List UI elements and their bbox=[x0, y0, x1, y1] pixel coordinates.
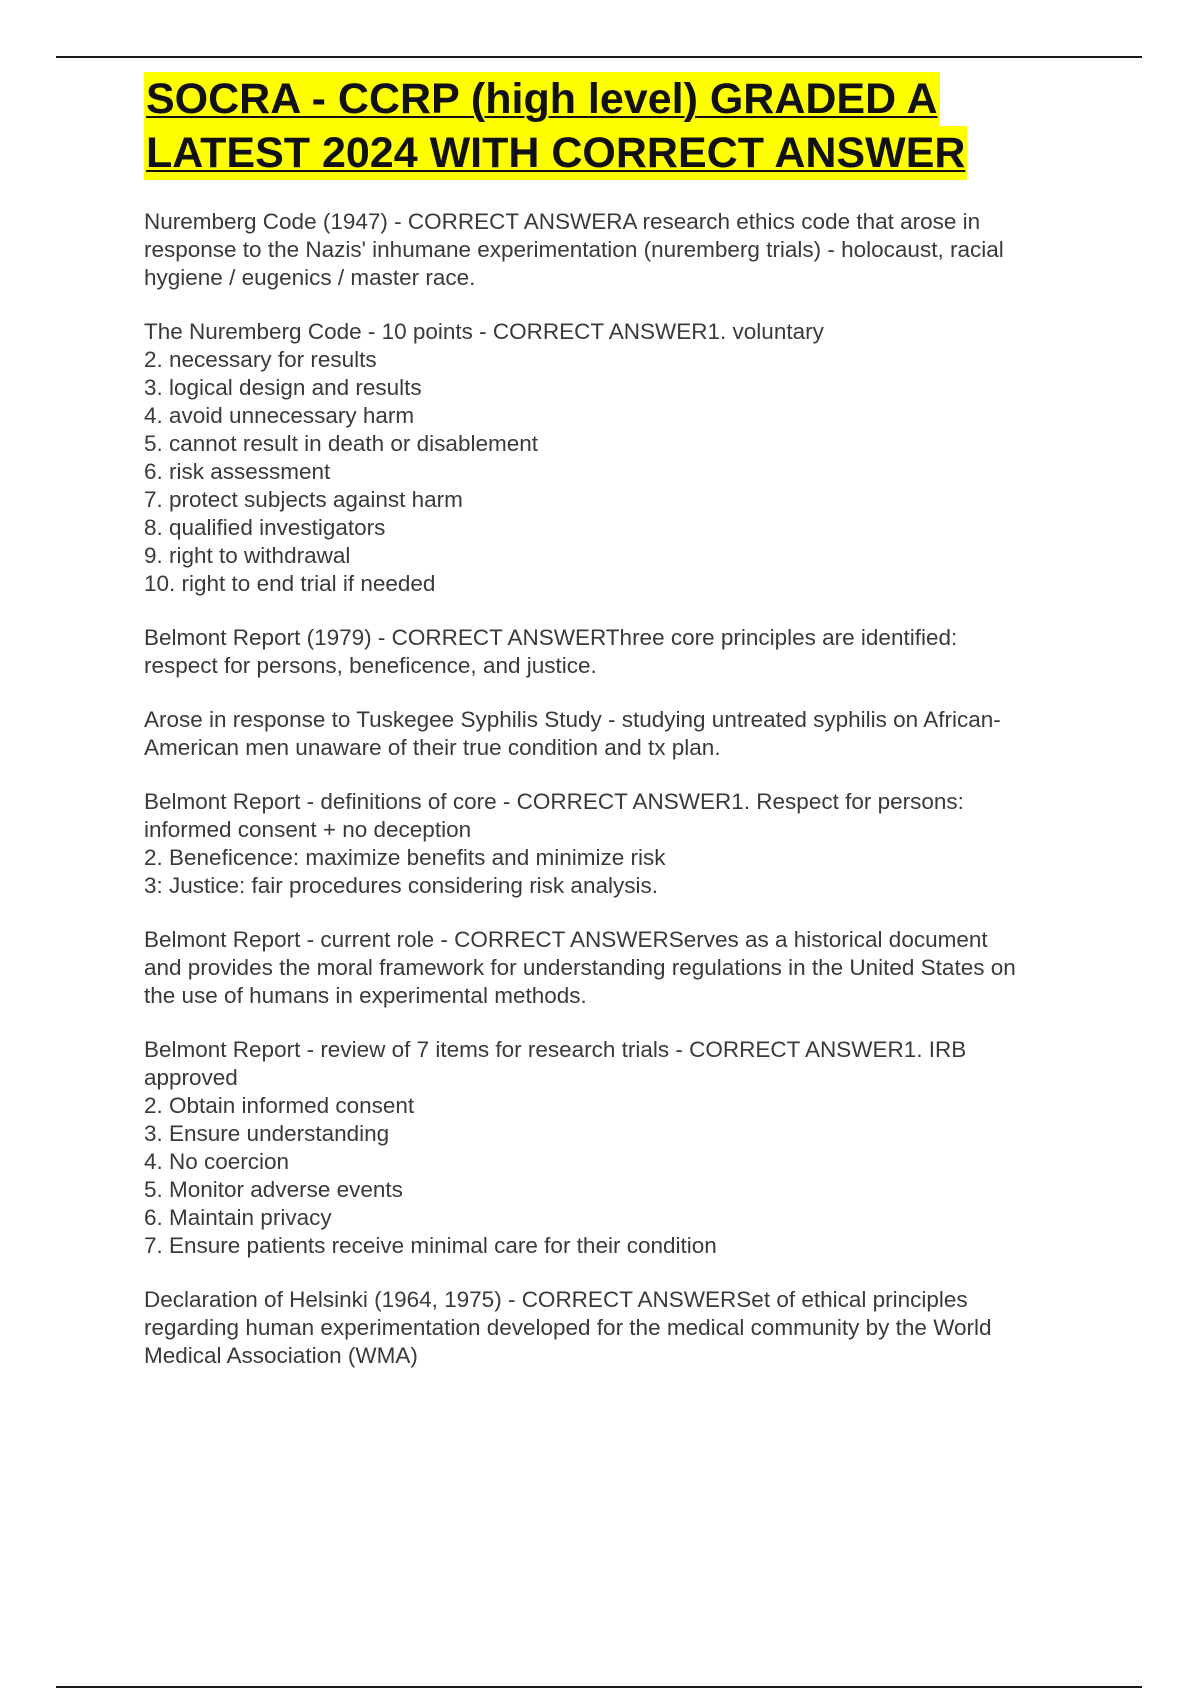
title-line-1: SOCRA - CCRP (high level) GRADED A bbox=[144, 72, 940, 126]
document-body bbox=[144, 208, 1094, 1396]
entry-line: Declaration of Helsinki (1964, 1975) - CORRECT ANSWERSet of ethical principles bbox=[144, 1287, 968, 1312]
entry-line: Belmont Report - review of 7 items for research trials - CORRECT ANSWER1. IRB bbox=[144, 1037, 967, 1062]
document-title bbox=[144, 72, 1084, 180]
qa-entry bbox=[144, 624, 1094, 680]
qa-entry bbox=[144, 788, 1094, 900]
entry-line: 3: Justice: fair procedures considering risk analysis. bbox=[144, 873, 658, 898]
entry-line: 5. Monitor adverse events bbox=[144, 1177, 403, 1202]
qa-entry bbox=[144, 926, 1094, 1010]
qa-entry bbox=[144, 1286, 1094, 1370]
entry-line: 3. logical design and results bbox=[144, 375, 422, 400]
entry-line: 2. necessary for results bbox=[144, 347, 377, 372]
entry-line: regarding human experimentation developed for the medical community by the World bbox=[144, 1315, 992, 1340]
qa-entry bbox=[144, 208, 1094, 292]
entry-line: 6. Maintain privacy bbox=[144, 1205, 332, 1230]
entry-line: Arose in response to Tuskegee Syphilis Study - studying untreated syphilis on African- bbox=[144, 707, 1001, 732]
entry-line: 7. Ensure patients receive minimal care for their condition bbox=[144, 1233, 717, 1258]
qa-entry bbox=[144, 318, 1094, 598]
title-line-2: LATEST 2024 WITH CORRECT ANSWER bbox=[144, 126, 967, 180]
entry-line: 5. cannot result in death or disablement bbox=[144, 431, 538, 456]
entry-line: Medical Association (WMA) bbox=[144, 1343, 418, 1368]
entry-line: 6. risk assessment bbox=[144, 459, 331, 484]
qa-entry bbox=[144, 706, 1094, 762]
bottom-rule bbox=[56, 1686, 1142, 1688]
qa-entry bbox=[144, 1036, 1094, 1260]
entry-line: Belmont Report - definitions of core - CORRECT ANSWER1. Respect for persons: bbox=[144, 789, 964, 814]
entry-line: 8. qualified investigators bbox=[144, 515, 386, 540]
entry-line: Belmont Report - current role - CORRECT ANSWERServes as a historical document bbox=[144, 927, 988, 952]
entry-line: 10. right to end trial if needed bbox=[144, 571, 436, 596]
entry-line: 7. protect subjects against harm bbox=[144, 487, 463, 512]
entry-line: 4. No coercion bbox=[144, 1149, 290, 1174]
entry-line: respect for persons, beneficence, and justice. bbox=[144, 653, 597, 678]
entry-line: 4. avoid unnecessary harm bbox=[144, 403, 415, 428]
entry-line: American men unaware of their true condition and tx plan. bbox=[144, 735, 721, 760]
entry-line: informed consent + no deception bbox=[144, 817, 472, 842]
entry-line: 2. Obtain informed consent bbox=[144, 1093, 415, 1118]
entry-line: approved bbox=[144, 1065, 238, 1090]
entry-line: response to the Nazis' inhumane experimentation (nuremberg trials) - holocaust, racial bbox=[144, 237, 1004, 262]
entry-line: Nuremberg Code (1947) - CORRECT ANSWERA research ethics code that arose in bbox=[144, 209, 981, 234]
entry-line: and provides the moral framework for understanding regulations in the United States on bbox=[144, 955, 1016, 980]
entry-line: 3. Ensure understanding bbox=[144, 1121, 390, 1146]
entry-line: 9. right to withdrawal bbox=[144, 543, 351, 568]
top-rule bbox=[56, 56, 1142, 58]
entry-line: Belmont Report (1979) - CORRECT ANSWERThree core principles are identified: bbox=[144, 625, 958, 650]
entry-line: the use of humans in experimental methods. bbox=[144, 983, 587, 1008]
entry-line: The Nuremberg Code - 10 points - CORRECT ANSWER1. voluntary bbox=[144, 319, 824, 344]
entry-line: hygiene / eugenics / master race. bbox=[144, 265, 476, 290]
entry-line: 2. Beneficence: maximize benefits and minimize risk bbox=[144, 845, 666, 870]
